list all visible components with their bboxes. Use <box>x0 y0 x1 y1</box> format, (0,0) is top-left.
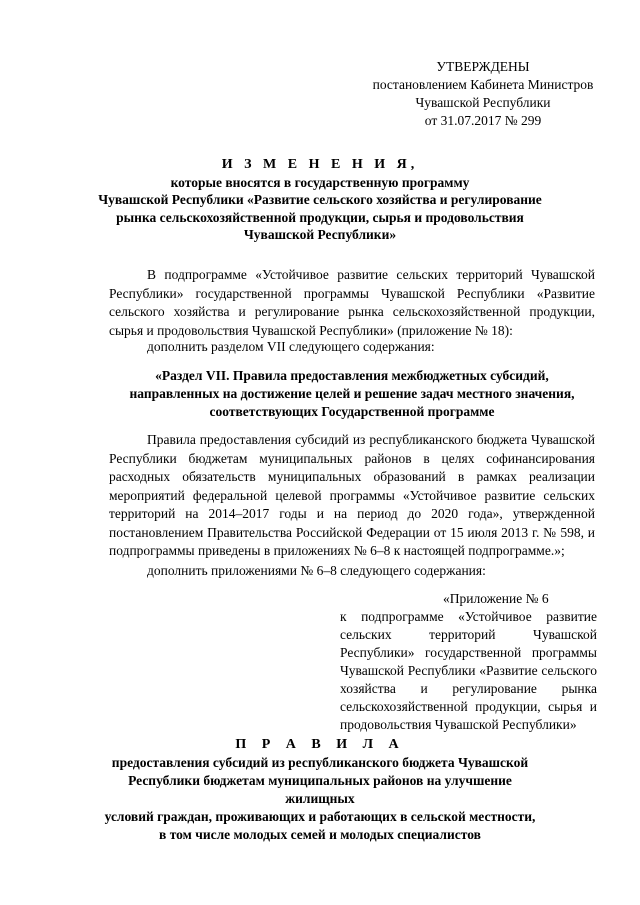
title-heading: И З М Е Н Е Н И Я, <box>221 157 419 172</box>
section-heading-line-3: соответствующих Государственной программе <box>209 404 495 419</box>
rules-line-2: Республики бюджетам муниципальных районов на улучшение жилищных <box>128 773 512 806</box>
approval-line-1: УТВЕРЖДЕНЫ <box>436 59 530 74</box>
title-line-2: Чувашской Республики «Развитие сельского хозяйства и регулирование <box>98 192 542 207</box>
section-heading <box>109 367 595 421</box>
rules-line-1: предоставления субсидий из республиканского бюджета Чувашской <box>111 755 529 770</box>
appendix-label: «Приложение № 6 <box>443 591 549 606</box>
paragraph-1: В подпрограмме «Устойчивое развитие сельских территорий Чувашской Республики» государственной программы Чувашской Республики «Развитие сельского хозяйства и регулирование рынка сельскохозяйственной продукции, сырья и продовольствия Чувашской Республики» (приложение № 18): <box>109 267 595 338</box>
rules-line-3: условий граждан, проживающих и работающих в сельской местности, <box>104 809 536 824</box>
rules-heading: П Р А В И Л А <box>235 737 405 752</box>
title-line-4: Чувашской Республики» <box>243 227 397 242</box>
document-title <box>95 156 545 244</box>
title-line-1: которые вносятся в государственную программу <box>170 174 470 190</box>
section-heading-line-1: «Раздел VII. Правила предоставления межбюджетных субсидий, <box>155 368 549 383</box>
paragraph-3: Правила предоставления субсидий из республиканского бюджета Чувашской Республики бюджетам муниципальных районов в целях софинансирования расходных обязательств муниципальных образований в рамках реализации мероприятий федеральной целевой программы «Устойчивое развитие сельских территорий на 2014–2017 годы и на период до 2020 года», утвержденной постановлением Правительства Российской Федерации от 15 июля 2013 г. № 598, и подпрограммы приведены в приложениях № 6–8 к настоящей подпрограмме.»; <box>109 432 595 558</box>
approval-stamp <box>358 58 608 130</box>
approval-line-2: постановлением Кабинета Министров <box>372 77 594 92</box>
appendix-text: к подпрограмме «Устойчивое развитие сельских территорий Чувашской Республики» государственной программы Чувашской Республики «Развитие сельского хозяйства и регулирование рынка сельскохозяйственной продукции, сырья и продовольствия Чувашской Республики» <box>340 609 597 732</box>
title-line-3: рынка сельскохозяйственной продукции, сырья и продовольствия <box>116 209 524 225</box>
approval-line-4: от 31.07.2017 № 299 <box>424 113 542 128</box>
approval-line-3: Чувашской Республики <box>415 95 551 110</box>
section-heading-line-2: направленных на достижение целей и решение задач местного значения, <box>129 386 575 401</box>
paragraph-4: дополнить приложениями № 6–8 следующего содержания: <box>147 563 486 578</box>
rules-title <box>100 736 540 844</box>
rules-line-4: в том числе молодых семей и молодых специалистов <box>159 827 481 842</box>
paragraph-2: дополнить разделом VII следующего содержания: <box>147 339 435 354</box>
